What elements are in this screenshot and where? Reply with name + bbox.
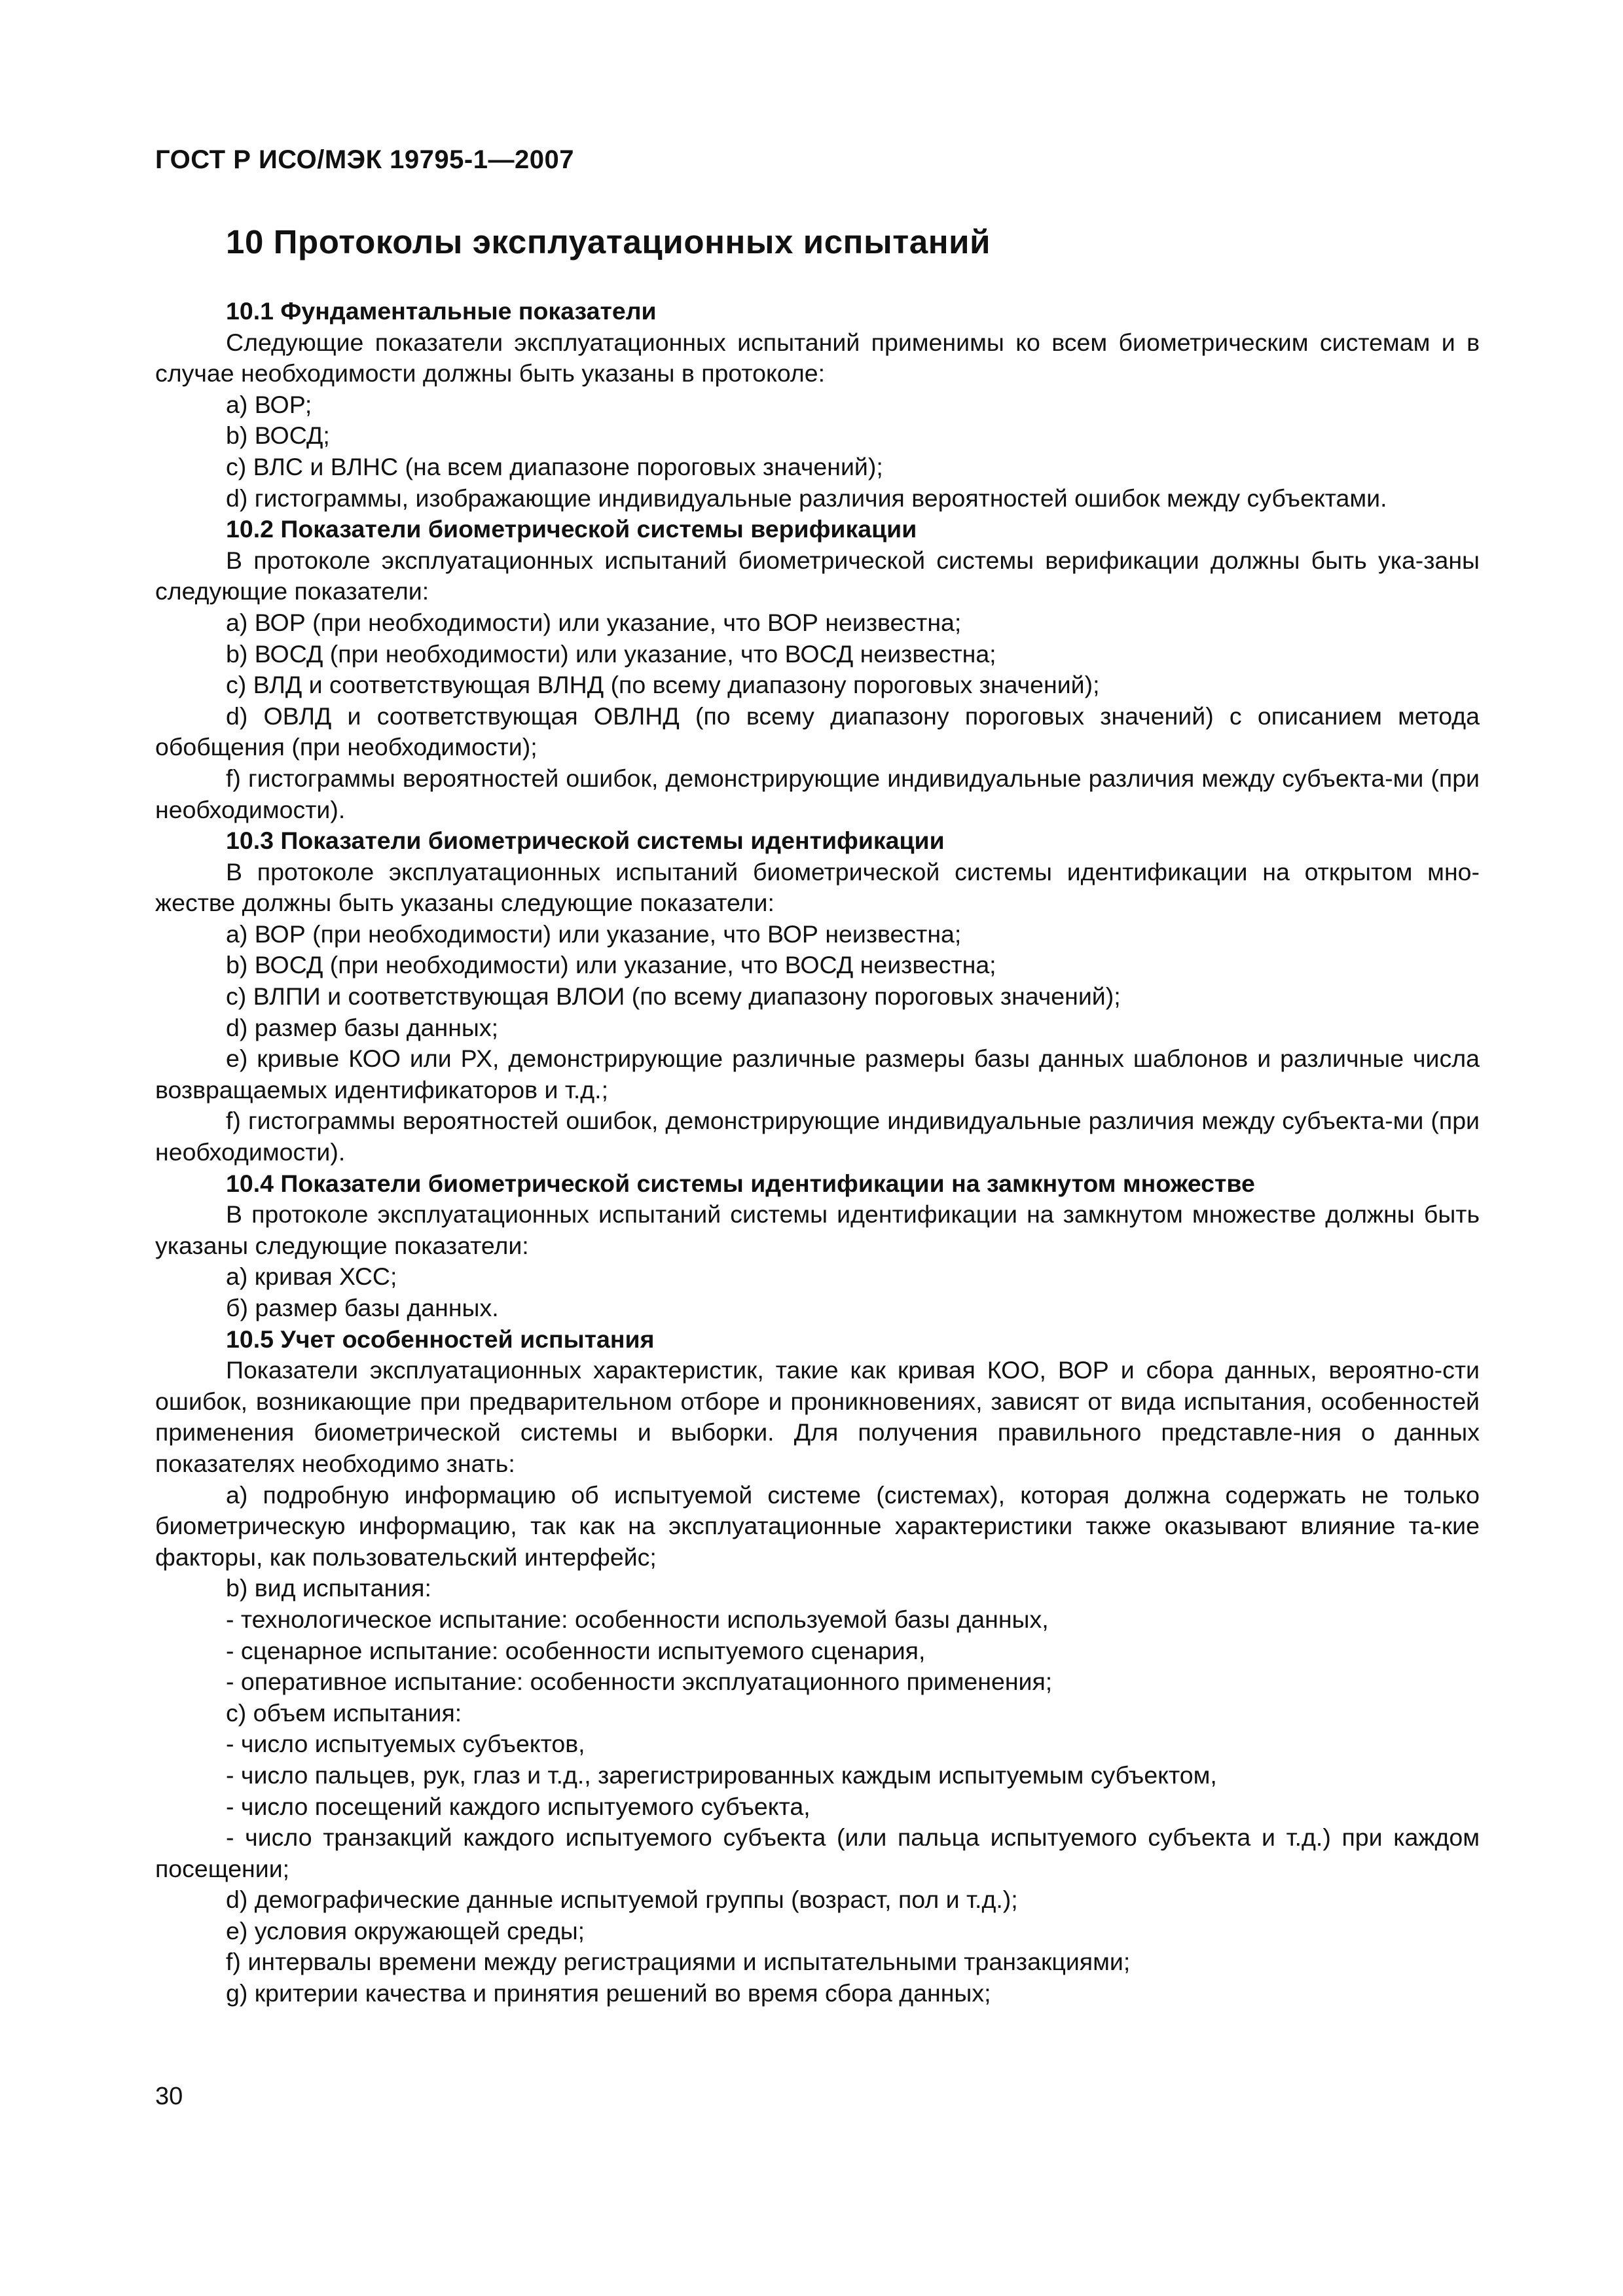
body-text [155, 296, 1480, 2009]
paragraph: c) ВЛПИ и соответствующая ВЛОИ (по всему диапазону пороговых значений); [226, 982, 1121, 1011]
paragraph: b) вид испытания: [226, 1574, 431, 1602]
paragraph: В протоколе эксплуатационных испытаний биометрической системы идентификации на открытом мно-жестве должны быть указаны следующие показатели: [155, 857, 1480, 917]
paragraph: a) ВОР (при необходимости) или указание, что ВОР неизвестна; [226, 608, 962, 636]
paragraph: - число транзакций каждого испытуемого субъекта (или пальца испытуемого субъекта и т.д.) при каждом посещении; [155, 1823, 1480, 1882]
paragraph: Показатели эксплуатационных характеристик, такие как кривая КОО, ВОР и сбора данных, вероятно-сти ошибок, возникающие при предварительном отборе и проникновениях, зависят от вида испытания, особенностей применения биометрической системы и выборки. Для получения правильного представле-ния о данных показателях необходимо знать: [155, 1356, 1480, 1477]
page-number: 30 [155, 2083, 183, 2110]
paragraph: g) критерии качества и принятия решений во время сбора данных; [226, 1979, 991, 2007]
subsection-heading: 10.5 Учет особенностей испытания [226, 1325, 655, 1353]
paragraph: d) демографические данные испытуемой группы (возраст, пол и т.д.); [226, 1886, 1018, 1914]
document-header: ГОСТ Р ИСО/МЭК 19795-1—2007 [155, 145, 574, 174]
paragraph: d) ОВЛД и соответствующая ОВЛНД (по всему диапазону пороговых значений) с описанием метода обобщения (при необходимости); [155, 702, 1480, 761]
paragraph: В протоколе эксплуатационных испытаний биометрической системы верификации должны быть ука-заны следующие показатели: [155, 546, 1480, 605]
paragraph: e) условия окружающей среды; [226, 1916, 585, 1945]
paragraph: a) подробную информацию об испытуемой системе (системах), которая должна содержать не только биометрическую информацию, так как на эксплуатационные характеристики также оказывают влияние та-кие факторы, как пользовательский интерфейс; [155, 1480, 1480, 1571]
paragraph: c) объем испытания: [226, 1698, 462, 1727]
paragraph: a) ВОР (при необходимости) или указание, что ВОР неизвестна; [226, 920, 962, 948]
subsection-heading: 10.4 Показатели биометрической системы идентификации на замкнутом множестве [226, 1169, 1255, 1197]
paragraph: b) ВОСД (при необходимости) или указание, что ВОСД неизвестна; [226, 951, 996, 979]
paragraph: - число посещений каждого испытуемого субъекта, [226, 1792, 811, 1820]
paragraph: a) ВОР; [226, 390, 312, 418]
paragraph: c) ВЛД и соответствующая ВЛНД (по всему диапазону пороговых значений); [226, 671, 1100, 699]
paragraph: Следующие показатели эксплуатационных испытаний применимы ко всем биометрическим системам и в случае необходимости должны быть указаны в протоколе: [155, 328, 1480, 387]
paragraph: f) гистограммы вероятностей ошибок, демонстрирующие индивидуальные различия между субъекта-ми (при необходимости). [155, 764, 1480, 823]
paragraph: c) ВЛС и ВЛНС (на всем диапазоне пороговых значений); [226, 452, 883, 480]
paragraph: В протоколе эксплуатационных испытаний системы идентификации на замкнутом множестве должны быть указаны следующие показатели: [155, 1200, 1480, 1259]
paragraph: b) ВОСД (при необходимости) или указание, что ВОСД неизвестна; [226, 639, 996, 668]
paragraph: - технологическое испытание: особенности используемой базы данных, [226, 1605, 1049, 1633]
paragraph: - оперативное испытание: особенности эксплуатационного применения; [226, 1668, 1053, 1696]
subsection-heading: 10.2 Показатели биометрической системы верификации [226, 515, 917, 543]
paragraph: e) кривые КОО или РХ, демонстрирующие различные размеры базы данных шаблонов и различные числа возвращаемых идентификаторов и т.д.; [155, 1045, 1480, 1103]
paragraph: d) гистограммы, изображающие индивидуальные различия вероятностей ошибок между субъектами. [226, 484, 1387, 512]
paragraph: - число пальцев, рук, глаз и т.д., зарегистрированных каждым испытуемым субъектом, [226, 1761, 1217, 1789]
paragraph: d) размер базы данных; [226, 1013, 499, 1041]
paragraph: b) ВОСД; [226, 422, 330, 450]
paragraph: - число испытуемых субъектов, [226, 1730, 585, 1758]
paragraph: f) гистограммы вероятностей ошибок, демонстрирующие индивидуальные различия между субъекта-ми (при необходимости). [155, 1107, 1480, 1166]
subsection-heading: 10.3 Показатели биометрической системы идентификации [226, 827, 945, 855]
paragraph: а) кривая ХСС; [226, 1263, 397, 1291]
paragraph: f) интервалы времени между регистрациями и испытательными транзакциями; [226, 1948, 1131, 1976]
section-title: 10 Протоколы эксплуатационных испытаний [226, 223, 991, 260]
paragraph: - сценарное испытание: особенности испытуемого сценария, [226, 1636, 926, 1664]
subsection-heading: 10.1 Фундаментальные показатели [226, 297, 657, 325]
paragraph: б) размер базы данных. [226, 1294, 499, 1321]
